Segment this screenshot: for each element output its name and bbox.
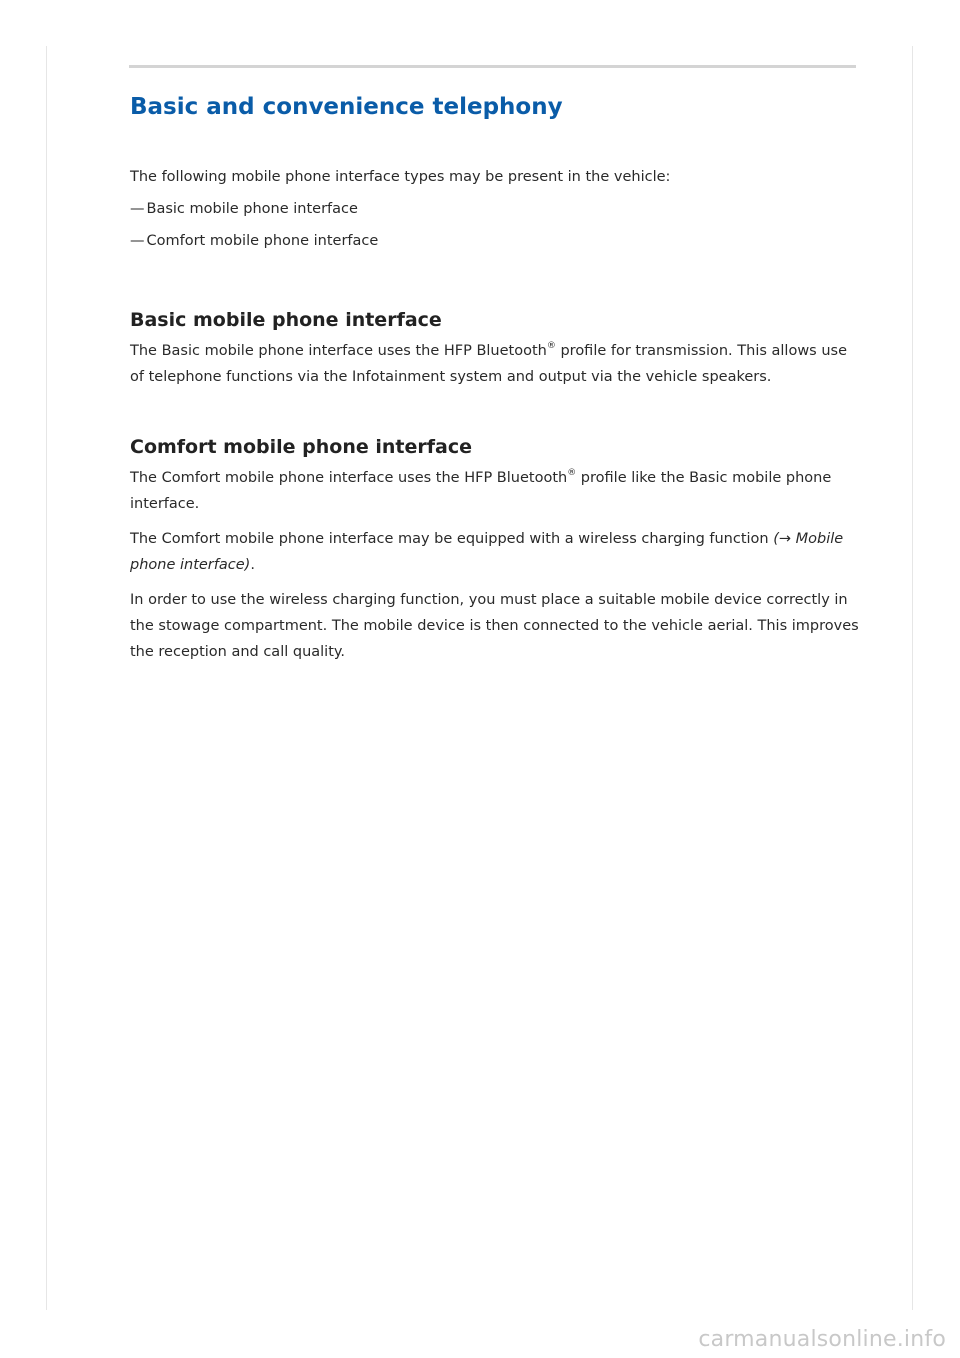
basic-text-after: profile for transmission. This allows use of telephone functions via the Infotainment system and output via the vehicle speakers.: [130, 343, 848, 385]
list-item-text: Comfort mobile phone interface: [146, 233, 379, 249]
list-item: [130, 228, 860, 254]
section-title-comfort: Comfort mobile phone interface: [130, 436, 472, 458]
list-item: [130, 196, 860, 222]
page-title: Basic and convenience telephony: [130, 94, 563, 120]
page-border-right: [912, 46, 913, 1310]
comfort-p2-text: The Comfort mobile phone interface may be equipped with a wireless charging function: [130, 531, 774, 547]
list-dash: —: [130, 233, 145, 249]
comfort-paragraph-1: [130, 465, 860, 517]
top-divider: [129, 65, 856, 68]
cross-reference-link[interactable]: (→ Mobile phone interface): [130, 531, 844, 573]
watermark: carmanualsonline.info: [698, 1327, 946, 1352]
comfort-text-after: profile like the Basic mobile phone interface.: [130, 470, 832, 512]
comfort-p2-end: .: [250, 557, 255, 573]
list-dash: —: [130, 201, 145, 217]
section-title-basic: Basic mobile phone interface: [130, 309, 442, 331]
list-item-text: Basic mobile phone interface: [146, 201, 358, 217]
intro-paragraph: The following mobile phone interface types may be present in the vehicle:: [130, 169, 671, 185]
comfort-text-before: The Comfort mobile phone interface uses the HFP Bluetooth: [130, 470, 568, 486]
page-content: [130, 92, 860, 665]
comfort-paragraph-2: [130, 526, 860, 578]
registered-mark: ®: [567, 468, 577, 479]
registered-mark: ®: [546, 341, 556, 352]
basic-paragraph: [130, 338, 860, 390]
basic-text-before: The Basic mobile phone interface uses the HFP Bluetooth: [130, 343, 547, 359]
comfort-paragraph-3: In order to use the wireless charging function, you must place a suitable mobile device correctly in the stowage compartment. The mobile device is then connected to the vehicle aerial. This improves the reception and call quality.: [130, 592, 859, 660]
page-border-left: [46, 46, 47, 1310]
